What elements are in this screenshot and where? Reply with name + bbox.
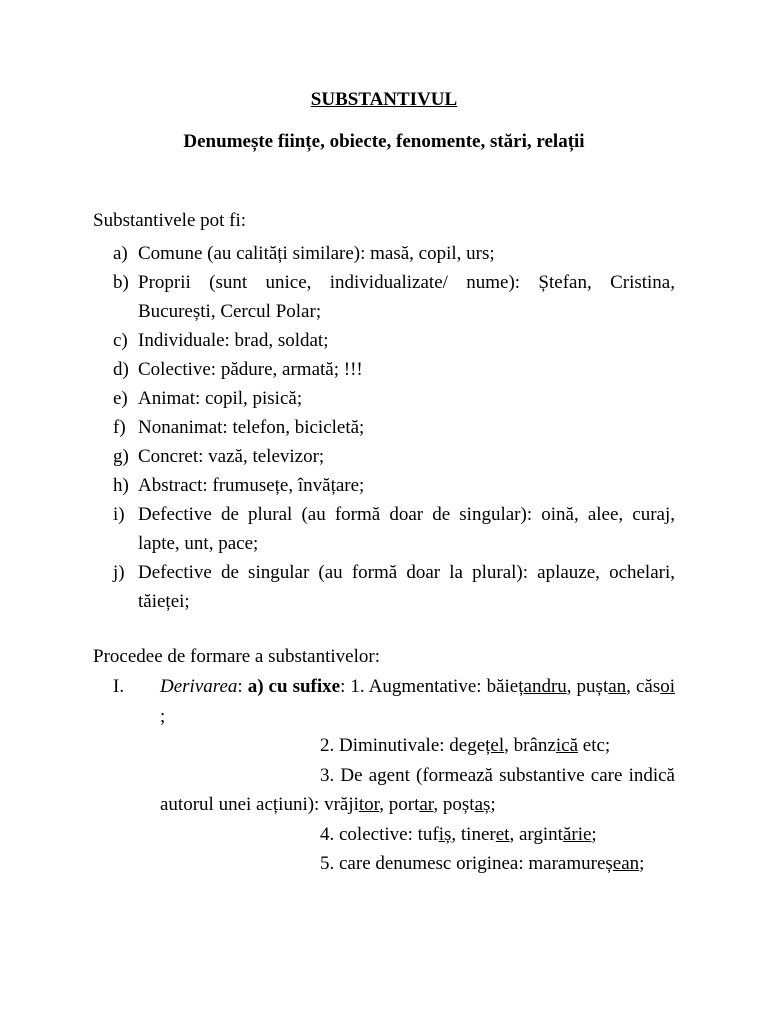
- list-text: Concret: vază, televizor;: [138, 446, 325, 467]
- list-marker: g): [113, 446, 129, 467]
- page-subtitle: Denumește ființe, obiecte, fenomente, stări, relații: [183, 131, 585, 152]
- list-item: [113, 268, 675, 326]
- list-item: [113, 413, 675, 442]
- noun-types-list: [113, 239, 675, 616]
- suffix-highlight: ar: [419, 794, 434, 815]
- suffix-collective: 4. colective: tufiș, tineret, argintărie;: [320, 823, 597, 845]
- suffix-highlight: ean: [612, 853, 640, 874]
- list-marker: e): [113, 388, 128, 409]
- roman-numeral: I.: [113, 676, 125, 697]
- list-text: Proprii (sunt unice, individualizate/ nume): Ștefan, Cristina, București, Cercul Polar;: [138, 272, 675, 322]
- suffix-highlight: andru: [523, 676, 567, 697]
- list-marker: h): [113, 475, 129, 496]
- suffix-origin: 5. care denumesc originea: maramureșean;: [320, 853, 645, 874]
- list-text: Animat: copil, pisică;: [138, 388, 303, 409]
- list-item: [113, 558, 675, 616]
- suffix-diminutive: 2. Diminutivale: degețel, brânzică etc;: [320, 735, 611, 756]
- list-item: [113, 239, 675, 268]
- list-text: Abstract: frumusețe, învățare;: [138, 475, 365, 496]
- suffix-highlight: aș: [474, 794, 491, 815]
- suffix-highlight: an: [608, 676, 627, 697]
- types-intro: Substantivele pot fi:: [93, 210, 247, 231]
- suffix-agent: 3. De agent (formează substantive care indică autorul unei acțiuni): vrăjitor, portar, poștaș;: [160, 764, 675, 815]
- suffix-highlight: ărie: [562, 823, 592, 845]
- subsection-label: a) cu sufixe: [247, 676, 341, 697]
- list-item: [113, 471, 675, 500]
- list-item: [113, 384, 675, 413]
- suffix-highlight: ică: [555, 735, 579, 756]
- list-text: Defective de plural (au formă doar de singular): oină, alee, curaj, lapte, unt, pace;: [138, 504, 675, 554]
- suffix-highlight: tor: [358, 794, 380, 815]
- list-marker: a): [113, 243, 128, 264]
- list-item: [113, 500, 675, 558]
- suffix-augmentative: Derivarea: a) cu sufixe: 1. Augmentative: băiețandru, puștan, căsoi ;: [160, 676, 675, 727]
- list-marker: c): [113, 330, 128, 351]
- list-text: Individuale: brad, soldat;: [138, 330, 329, 351]
- list-item: [113, 442, 675, 471]
- list-text: Colective: pădure, armată; !!!: [138, 359, 363, 380]
- derivation-section: [113, 672, 675, 879]
- suffix-highlight: țel: [485, 735, 505, 756]
- suffix-highlight: iș: [438, 823, 452, 845]
- list-marker: f): [113, 417, 126, 438]
- list-marker: j): [113, 562, 125, 583]
- list-marker: b): [113, 272, 129, 293]
- page-title: SUBSTANTIVUL: [310, 89, 458, 110]
- list-item: [113, 355, 675, 384]
- formation-heading: Procedee de formare a substantivelor:: [93, 646, 380, 667]
- list-item: [113, 326, 675, 355]
- method-name: Derivarea: [160, 676, 238, 697]
- suffix-highlight: et: [495, 823, 510, 845]
- list-marker: i): [113, 504, 125, 525]
- list-text: Comune (au calități similare): masă, copil, urs;: [138, 243, 495, 264]
- list-text: Nonanimat: telefon, bicicletă;: [138, 417, 365, 438]
- suffix-highlight: oi: [660, 676, 675, 697]
- list-marker: d): [113, 359, 129, 380]
- list-text: Defective de singular (au formă doar la plural): aplauze, ochelari, tăieței;: [138, 562, 675, 612]
